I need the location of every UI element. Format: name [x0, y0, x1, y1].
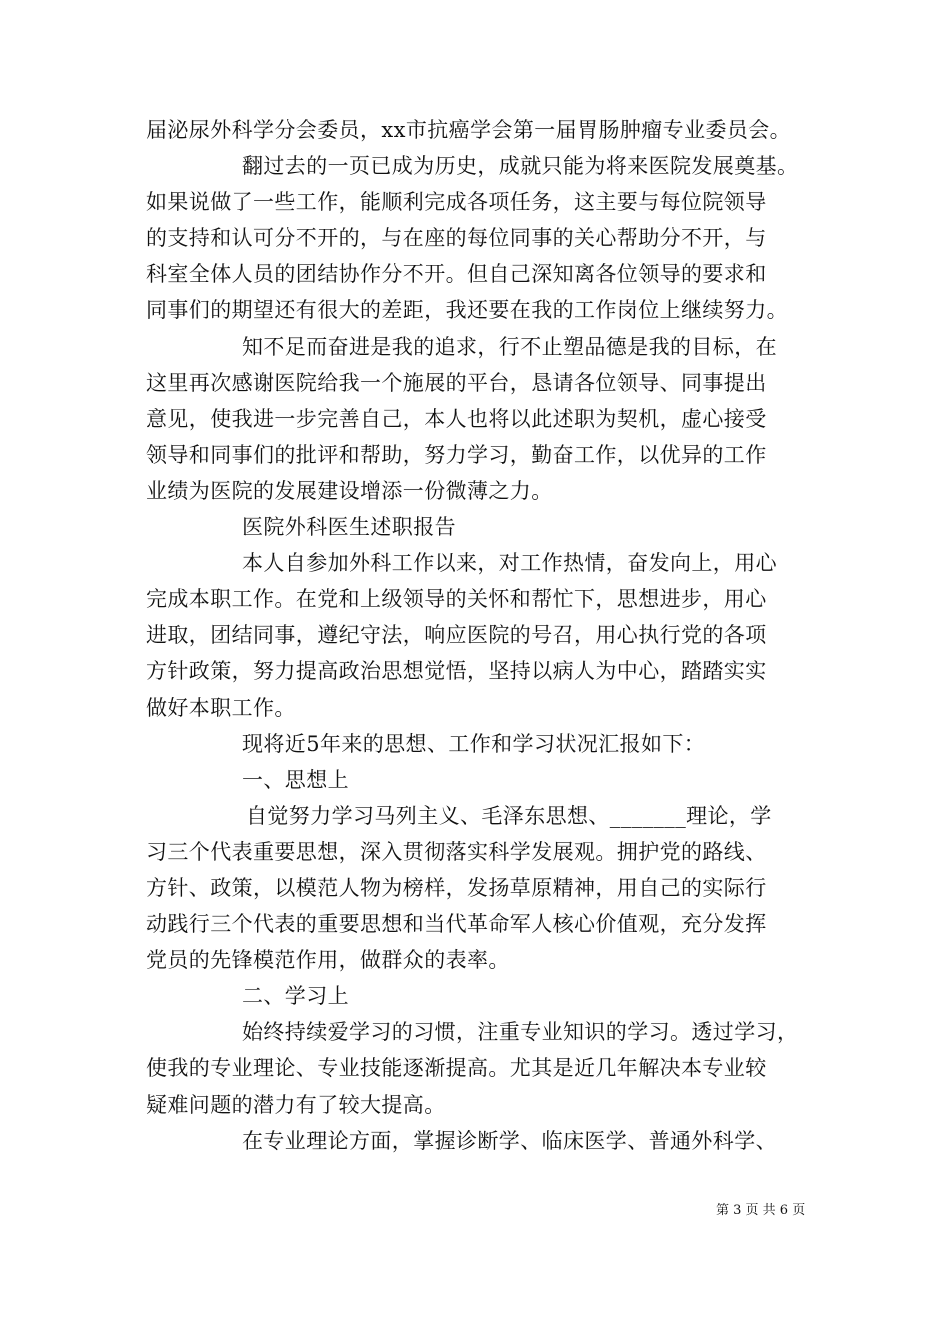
paragraph-start: 在专业理论方面，掌握诊断学、临床医学、普通外科学、 — [242, 1128, 777, 1153]
text-line: 使我的专业理论、专业技能逐渐提高。尤其是近几年解决本专业较 — [146, 1056, 767, 1081]
paragraph-start: 始终持续爱学习的习惯，注重专业知识的学习。透过学习， — [242, 1020, 799, 1045]
text-line: 党员的先锋模范作用，做群众的表率。 — [146, 948, 510, 973]
text-line: 如果说做了一些工作，能顺利完成各项任务，这主要与每位院领导 — [146, 190, 767, 215]
paragraph-start: 知不足而奋进是我的追求，行不止塑品德是我的目标，在 — [242, 334, 777, 359]
text-line: 完成本职工作。在党和上级领导的关怀和帮忙下，思想进步，用心 — [146, 587, 767, 612]
text-line: 方针、政策，以模范人物为榜样，发扬草原精神，用自己的实际行 — [146, 875, 767, 900]
text-line: 届泌尿外科学分会委员，xx市抗癌学会第一届胃肠肿瘤专业委员会。 — [146, 118, 792, 142]
section-title: 医院外科医生述职报告 — [242, 515, 456, 540]
page-number: 第 3 页 共 6 页 — [716, 1203, 806, 1218]
text-line: 进取，团结同事，遵纪守法，响应医院的号召，用心执行党的各项 — [146, 623, 767, 648]
text-line: 同事们的期望还有很大的差距，我还要在我的工作岗位上继续努力。 — [146, 298, 788, 323]
text-line: 习三个代表重要思想，深入贯彻落实科学发展观。拥护党的路线、 — [146, 839, 767, 864]
paragraph-start: 自觉努力学习马列主义、毛泽东思想、_______理论，学 — [246, 803, 772, 828]
text-line: 的支持和认可分不开的，与在座的每位同事的关心帮助分不开，与 — [146, 226, 767, 251]
paragraph-start: 翻过去的一页已成为历史，成就只能为将来医院发展奠基。 — [242, 154, 799, 179]
document-body — [146, 112, 816, 1159]
text-line: 这里再次感谢医院给我一个施展的平台，恳请各位领导、同事提出 — [146, 370, 767, 395]
text-line: 动践行三个代表的重要思想和当代革命军人核心价值观，充分发挥 — [146, 912, 767, 937]
text-line: 意见，使我进一步完善自己，本人也将以此述职为契机，虚心接受 — [146, 406, 767, 431]
paragraph-start: 现将近5年来的思想、工作和学习状况汇报如下： — [242, 731, 706, 756]
text-line: 做好本职工作。 — [146, 695, 296, 720]
text-line: 方针政策，努力提高政治思想觉悟，坚持以病人为中心，踏踏实实 — [146, 659, 767, 684]
text-line: 疑难问题的潜力有了较大提高。 — [146, 1092, 446, 1117]
text-line: 业绩为医院的发展建设增添一份微薄之力。 — [146, 478, 553, 503]
section-heading: 二、学习上 — [242, 984, 349, 1009]
text-line: 领导和同事们的批评和帮助，努力学习，勤奋工作，以优异的工作 — [146, 442, 767, 467]
text-line: 科室全体人员的团结协作分不开。但自己深知离各位领导的要求和 — [146, 262, 767, 287]
section-heading: 一、思想上 — [242, 767, 349, 792]
paragraph-start: 本人自参加外科工作以来，对工作热情，奋发向上，用心 — [242, 551, 777, 576]
